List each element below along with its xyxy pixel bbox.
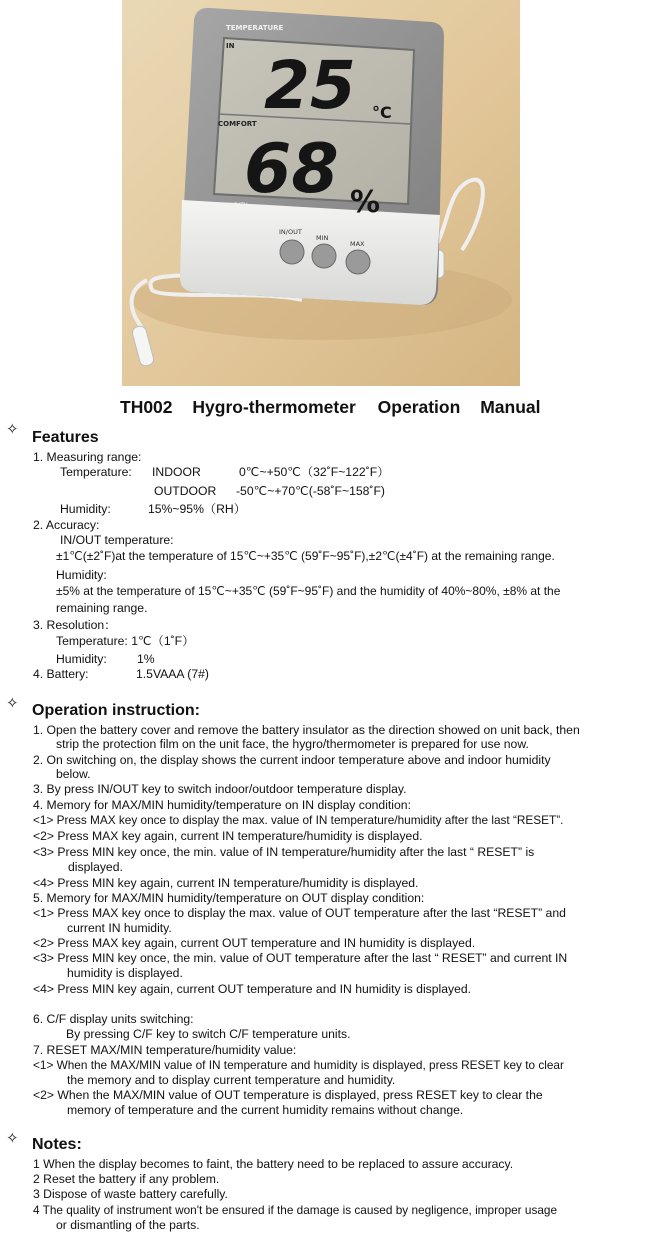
title-word-manual: Manual bbox=[480, 397, 541, 417]
in-out-key-label: IN/OUT bbox=[279, 228, 302, 236]
operation-line: below. bbox=[56, 767, 91, 781]
title-model: TH002 bbox=[120, 397, 173, 417]
page-title bbox=[120, 397, 540, 418]
features-heading: Features bbox=[32, 429, 99, 446]
humidity-digits: 68 bbox=[244, 130, 339, 209]
feature-line: Humidity: bbox=[60, 502, 111, 516]
operation-line: <4> Press MIN key again, current IN temperature/humidity is displayed. bbox=[33, 876, 419, 890]
max-key-label: MAX bbox=[350, 240, 365, 248]
operation-line: memory of temperature and the current humidity remains without change. bbox=[67, 1103, 464, 1117]
operation-star-icon: ✧ bbox=[6, 695, 19, 712]
operation-line: humidity is displayed. bbox=[67, 966, 183, 980]
operation-line: By pressing C/F key to switch C/F temperature units. bbox=[66, 1027, 351, 1041]
feature-line: ±1℃(±2˚F)at the temperature of 15℃~+35℃ (59˚F~95˚F),±2℃(±4˚F) at the remaining range. bbox=[56, 549, 555, 563]
min-key-label: MIN bbox=[316, 234, 329, 242]
feature-line: 0℃~+50℃（32˚F~122˚F） bbox=[239, 465, 390, 479]
feature-line: ±5% at the temperature of 15℃~+35℃ (59˚F~95˚F) and the humidity of 40%~80%, ±8% at the bbox=[56, 584, 561, 598]
temperature-digits: 25 bbox=[264, 47, 356, 124]
operation-line: 4. Memory for MAX/MIN humidity/temperature on IN display condition: bbox=[33, 798, 411, 812]
features-star-icon: ✧ bbox=[6, 421, 19, 438]
feature-line: 1.5VAAA (7#) bbox=[136, 667, 209, 681]
in-out-key[interactable] bbox=[279, 228, 304, 264]
temperature-unit: °C bbox=[372, 103, 392, 122]
note-line: 4 The quality of instrument won't be ensured if the damage is caused by negligence, improper usage bbox=[33, 1203, 558, 1217]
operation-line: <3> Press MIN key once, the min. value of OUT temperature after the last “ RESET” and current IN bbox=[33, 951, 568, 965]
operation-line: <4> Press MIN key again, current OUT temperature and IN humidity is displayed. bbox=[33, 982, 472, 996]
feature-line: 1. Measuring range: bbox=[33, 450, 142, 464]
feature-line: remaining range. bbox=[56, 601, 148, 615]
feature-line: 1% bbox=[137, 652, 155, 666]
feature-line: Temperature: bbox=[60, 465, 132, 479]
feature-line: 3. Resolution： bbox=[33, 618, 117, 632]
operation-line: <1> Press MAX key once to display the max. value of OUT temperature after the last “RESET” and bbox=[33, 906, 566, 920]
operation-line: <2> When the MAX/MIN value of OUT temperature is displayed, press RESET key to clear the bbox=[33, 1088, 543, 1102]
feature-line: 4. Battery: bbox=[33, 667, 89, 681]
operation-line: strip the protection film on the unit face, the hygro/thermometer is prepared for use now. bbox=[56, 737, 529, 751]
operation-line: 2. On switching on, the display shows the current indoor temperature above and indoor humidity bbox=[33, 753, 551, 767]
feature-line: IN/OUT temperature: bbox=[60, 533, 174, 547]
operation-line: 5. Memory for MAX/MIN humidity/temperature on OUT display condition: bbox=[33, 891, 425, 905]
operation-line: <2> Press MAX key again, current IN temperature/humidity is displayed. bbox=[33, 829, 423, 843]
feature-line: INDOOR bbox=[152, 465, 201, 479]
feature-line: Humidity: bbox=[56, 652, 107, 666]
humidity-label: HUMIDITY bbox=[218, 202, 248, 209]
operation-line: <1> When the MAX/MIN value of IN temperature and humidity is displayed, press RESET key to clear bbox=[33, 1058, 564, 1072]
note-line: 2 Reset the battery if any problem. bbox=[33, 1172, 220, 1186]
notes-heading: Notes: bbox=[32, 1136, 82, 1153]
operation-line: <3> Press MIN key once, the min. value of IN temperature/humidity after the last “ RESET” is bbox=[33, 845, 535, 859]
operation-line: the memory and to display current temperature and humidity. bbox=[67, 1073, 396, 1087]
operation-heading: Operation instruction: bbox=[32, 702, 200, 719]
in-indicator: IN bbox=[226, 42, 235, 50]
operation-line: <2> Press MAX key again, current OUT temperature and IN humidity is displayed. bbox=[33, 936, 476, 950]
operation-line: 7. RESET MAX/MIN temperature/humidity value: bbox=[33, 1043, 297, 1057]
feature-line: OUTDOOR bbox=[154, 484, 217, 498]
operation-line: <1> Press MAX key once to display the max. value of IN temperature/humidity after the last “RESET”. bbox=[33, 813, 564, 827]
notes-star-icon: ✧ bbox=[6, 1130, 19, 1147]
feature-line: 15%~95%（RH） bbox=[148, 502, 246, 516]
note-line: 3 Dispose of waste battery carefully. bbox=[33, 1187, 228, 1201]
feature-line: Humidity: bbox=[56, 568, 107, 582]
note-line: 1 When the display becomes to faint, the battery need to be replaced to assure accuracy. bbox=[33, 1157, 514, 1171]
title-word-operation: Operation bbox=[377, 397, 461, 417]
feature-line: Temperature: 1℃（1˚F） bbox=[56, 634, 195, 648]
operation-line: 6. C/F display units switching: bbox=[33, 1012, 194, 1026]
operation-line: displayed. bbox=[68, 860, 123, 874]
operation-line: 1. Open the battery cover and remove the battery insulator as the direction showed on unit back, then bbox=[33, 723, 580, 737]
title-product: Hygro-thermometer bbox=[192, 397, 356, 417]
operation-line: 3. By press IN/OUT key to switch indoor/outdoor temperature display. bbox=[33, 782, 407, 796]
temperature-header-label: TEMPERATURE bbox=[226, 24, 284, 32]
comfort-indicator: COMFORT bbox=[218, 120, 257, 128]
operation-line: current IN humidity. bbox=[67, 921, 172, 935]
product-photo bbox=[122, 0, 520, 386]
humidity-unit: % bbox=[350, 185, 381, 220]
note-line: or dismantling of the parts. bbox=[56, 1218, 200, 1232]
feature-line: 2. Accuracy: bbox=[33, 518, 100, 532]
feature-line: -50℃~+70℃(-58˚F~158˚F) bbox=[236, 484, 385, 498]
